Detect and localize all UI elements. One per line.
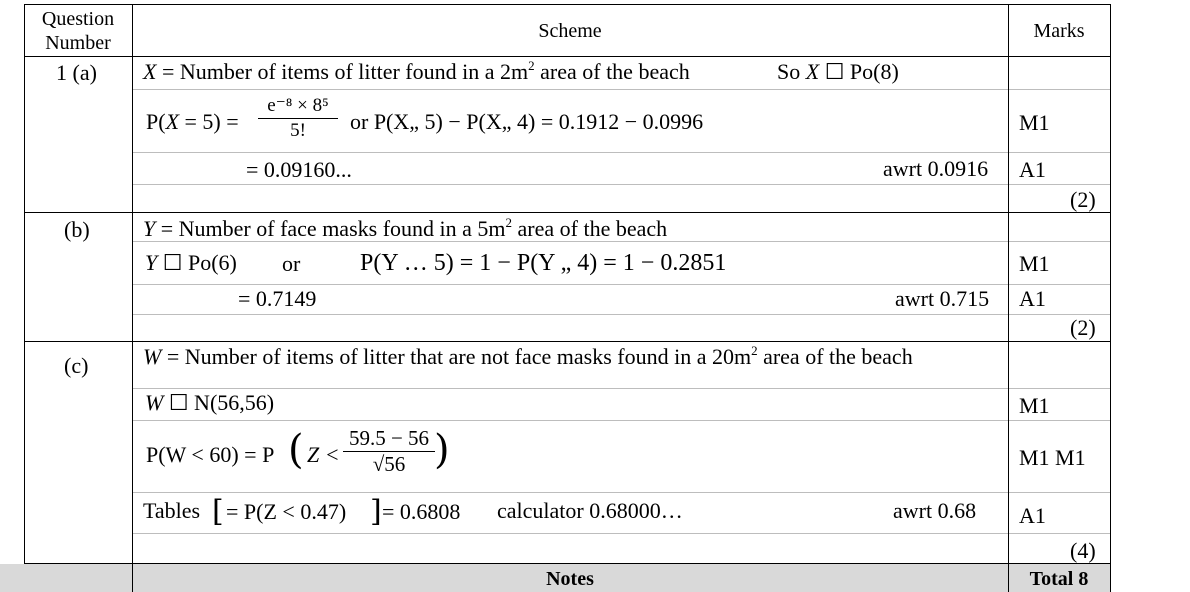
poisson-distribution: ☐ Po(6) (157, 250, 237, 275)
probability-y: P(Y … 5) = 1 − P(Y „ 4) = 1 − 0.2851 (360, 250, 727, 276)
prob-open: P( (146, 109, 166, 134)
row-divider (132, 533, 1111, 534)
open-bracket: [ (212, 494, 224, 529)
table-top-border (24, 4, 1111, 5)
z-inequality: Z < (307, 442, 340, 467)
total-1a: (2) (1070, 187, 1096, 212)
superscript: 2 (528, 58, 535, 73)
distribution-x (777, 59, 899, 85)
row-divider (132, 284, 1111, 285)
header-scheme: Scheme (538, 20, 602, 42)
result-1a: = 0.09160... (246, 157, 352, 182)
awrt-1c: awrt 0.68 (893, 498, 977, 523)
header-marks: Marks (1033, 20, 1085, 42)
definition-text: = Number of items of litter found in a 2m (156, 59, 529, 84)
probability-lhs (146, 109, 239, 135)
so-text: So (777, 59, 806, 84)
definition-tail: area of the beach (534, 59, 690, 84)
header-question-line: Question (41, 8, 115, 30)
table-right-border (1110, 4, 1111, 592)
definition-x (143, 59, 690, 85)
distribution-w (145, 390, 274, 416)
superscript: 2 (505, 215, 513, 230)
tables-result: = 0.6808 (382, 499, 461, 524)
mark-a1: A1 (1019, 157, 1046, 182)
normal-distribution: ☐ N(56,56) (163, 390, 275, 415)
awrt-1b: awrt 0.715 (895, 286, 990, 311)
poisson-fraction (258, 94, 338, 143)
variable-x: X (143, 59, 157, 84)
row-divider (132, 184, 1111, 185)
probability-w-lhs: P(W < 60) = P (146, 442, 275, 467)
variable-w: W (143, 344, 162, 369)
header-bottom-border (24, 56, 1111, 57)
table-left-border (24, 4, 25, 592)
definition-y (143, 216, 667, 242)
column-divider-question (132, 4, 133, 592)
fraction-denominator: 5! (290, 120, 306, 141)
header-question-number (24, 7, 132, 55)
definition-tail: area of the beach (512, 216, 668, 241)
row-divider (132, 492, 1111, 493)
question-label-1c: (c) (64, 353, 89, 378)
tables-expression: = P(Z < 0.47) (226, 499, 347, 524)
section-divider (24, 212, 1111, 213)
definition-text: = Number of items of litter that are not face masks found in a 20m (161, 344, 752, 369)
section-divider (24, 341, 1111, 342)
row-divider (132, 388, 1111, 389)
variable-w: W (145, 390, 164, 415)
calculator-value: calculator 0.68000… (497, 498, 683, 523)
mark-m1: M1 (1019, 110, 1050, 135)
fraction-denominator: √56 (372, 452, 406, 476)
variable-y: Y (143, 216, 156, 241)
row-divider (132, 420, 1111, 421)
question-label-1a: 1 (a) (56, 60, 97, 85)
tables-label: Tables (143, 498, 201, 523)
standardisation-fraction (343, 426, 435, 477)
close-paren: ) (434, 427, 450, 473)
table-right-border (1110, 564, 1111, 592)
total-1c: (4) (1070, 538, 1096, 563)
awrt-1a: awrt 0.0916 (883, 156, 989, 181)
variable-x: X (165, 109, 180, 134)
distribution-y (145, 250, 237, 276)
definition-tail: area of the beach (757, 344, 913, 369)
row-divider (132, 89, 1111, 90)
or-text: or (282, 251, 301, 276)
header-number-line: Number (45, 32, 111, 54)
row-divider (132, 314, 1111, 315)
question-label-1b: (b) (64, 217, 90, 242)
open-paren: ( (288, 427, 304, 473)
total-1b: (2) (1070, 315, 1096, 340)
variable-x: X (805, 59, 820, 84)
mark-a1: A1 (1019, 503, 1046, 528)
result-1b: = 0.7149 (238, 286, 317, 311)
variable-y: Y (145, 250, 158, 275)
total-marks: Total 8 (1029, 568, 1089, 590)
mark-m1: M1 (1019, 393, 1050, 418)
mark-m1-m1: M1 M1 (1019, 445, 1086, 470)
mark-a1: A1 (1019, 286, 1046, 311)
prob-close: = 5) = (179, 109, 239, 134)
definition-w (143, 344, 913, 370)
fraction-numerator: e⁻⁸ × 8⁵ (267, 95, 329, 116)
fraction-numerator: 59.5 − 56 (348, 426, 430, 450)
close-bracket: ] (370, 494, 382, 529)
row-divider (132, 152, 1111, 153)
superscript: 2 (751, 343, 758, 358)
poisson-distribution: ☐ Po(8) (819, 59, 899, 84)
notes-heading: Notes (546, 568, 594, 590)
mark-m1: M1 (1019, 251, 1050, 276)
probability-alternative: or P(X„ 5) − P(X„ 4) = 0.1912 − 0.0996 (350, 109, 704, 134)
definition-text: = Number of face masks found in a 5m (155, 216, 506, 241)
column-divider-marks (1008, 4, 1009, 592)
